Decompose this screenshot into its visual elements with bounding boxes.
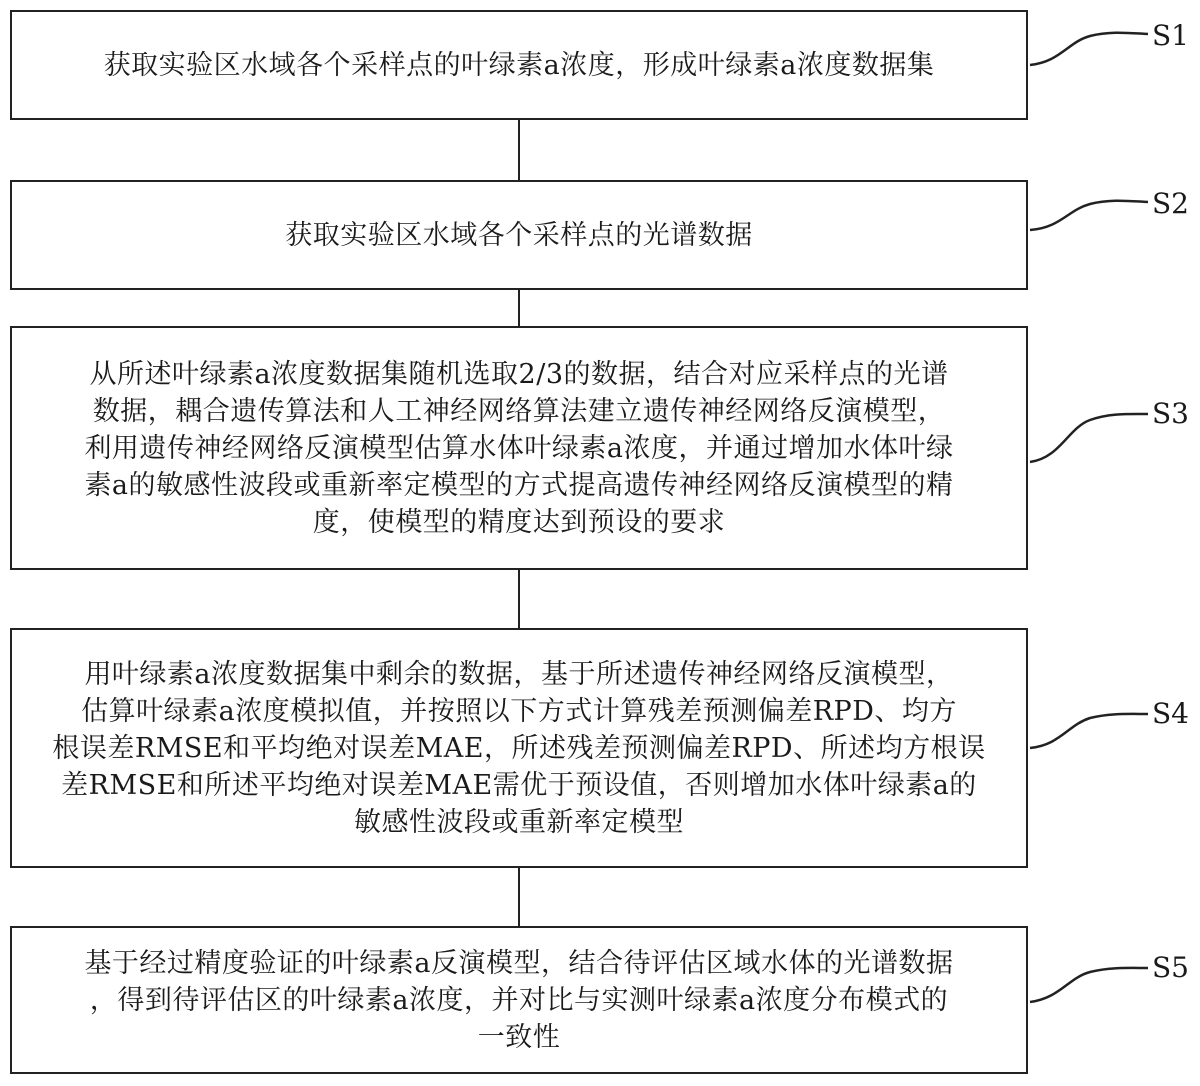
step-box-s2 (10, 180, 1028, 290)
step-label-s3: S3 (1152, 397, 1189, 430)
step-label-s5: S5 (1152, 951, 1189, 984)
step-text-s2: 获取实验区水域各个采样点的光谱数据 (285, 219, 753, 251)
leader-line-s3 (1030, 414, 1148, 462)
step-box-s5 (10, 926, 1028, 1074)
connector-s4-s5 (518, 868, 520, 926)
step-text-s3: 从所述叶绿素a浓度数据集随机选取2/3的数据，结合对应采样点的光谱 数据，耦合遗传算法和人工神经网络算法建立遗传神经网络反演模型， 利用遗传神经网络反演模型估算水体叶绿素a浓度，并通过增加水体叶绿 素a的敏感性波段或重新率定模型的方式提高遗传神经网络反演模型的精 度，使模型的精度达到预设的要求 (84, 358, 954, 538)
step-label-s4: S4 (1152, 697, 1189, 730)
connector-s3-s4 (518, 570, 520, 628)
step-text-s1: 获取实验区水域各个采样点的叶绿素a浓度，形成叶绿素a浓度数据集 (103, 49, 935, 81)
step-label-s1: S1 (1152, 19, 1189, 52)
step-box-s1 (10, 10, 1028, 120)
step-label-s2: S2 (1152, 187, 1189, 220)
step-text-s4: 用叶绿素a浓度数据集中剩余的数据，基于所述遗传神经网络反演模型， 估算叶绿素a浓度模拟值，并按照以下方式计算残差预测偏差RPD、均方 根误差RMSE和平均绝对误差MAE，所述残差预测偏差RPD、所述均方根误 差RMSE和所述平均绝对误差MAE需优于预设值，否则增加水体叶绿素a的 敏感性波段或重新率定模型 (52, 658, 986, 838)
leader-line-s2 (1030, 201, 1148, 230)
leader-line-s4 (1030, 714, 1148, 748)
leader-line-s1 (1030, 33, 1148, 65)
step-box-s3 (10, 326, 1028, 570)
step-box-s4 (10, 628, 1028, 868)
connector-s1-s2 (518, 120, 520, 180)
leader-line-s5 (1030, 968, 1148, 1002)
connector-s2-s3 (518, 290, 520, 326)
step-text-s5: 基于经过精度验证的叶绿素a反演模型，结合待评估区域水体的光谱数据 ，得到待评估区的叶绿素a浓度，并对比与实测叶绿素a浓度分布模式的 一致性 (84, 947, 954, 1053)
